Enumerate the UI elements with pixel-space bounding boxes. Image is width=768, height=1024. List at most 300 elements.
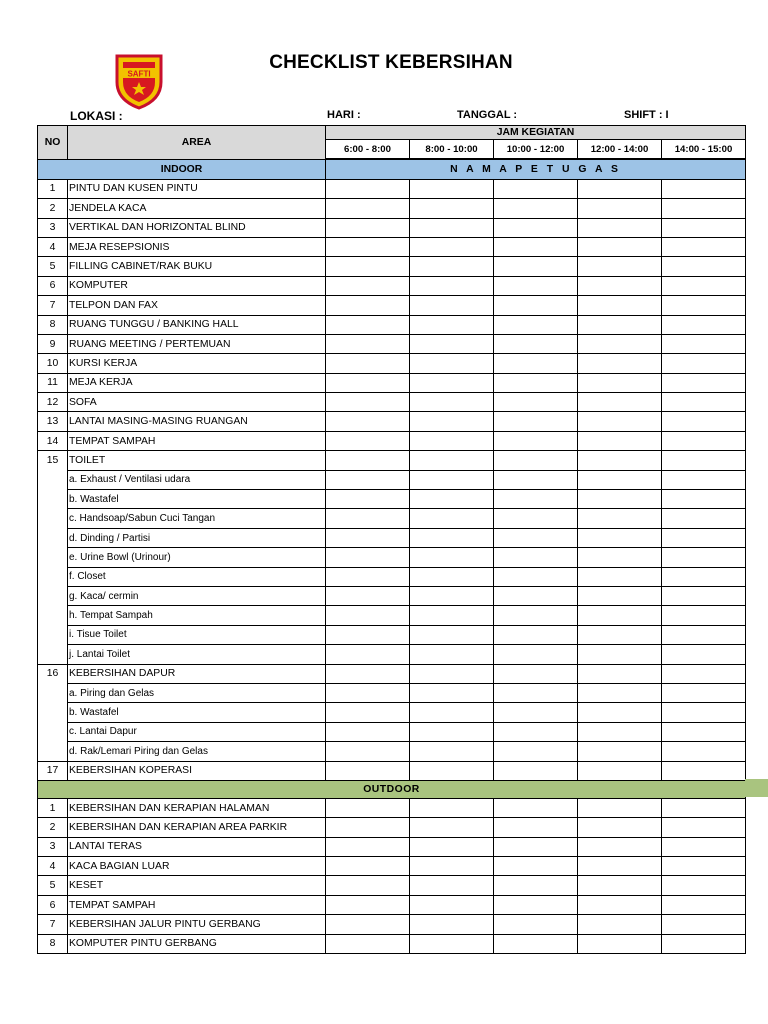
petugas-cell[interactable] bbox=[326, 857, 410, 876]
checklist-table bbox=[37, 125, 746, 954]
petugas-cell[interactable] bbox=[410, 567, 494, 586]
row-number bbox=[38, 567, 68, 586]
time-slot: 12:00 - 14:00 bbox=[578, 140, 662, 160]
row-number: 1 bbox=[38, 798, 68, 817]
sub-area-label: h. Tempat Sampah bbox=[68, 606, 326, 625]
petugas-cell[interactable] bbox=[578, 934, 662, 953]
petugas-cell[interactable] bbox=[326, 915, 410, 934]
petugas-cell[interactable] bbox=[578, 490, 662, 509]
area-label: MEJA KERJA bbox=[68, 373, 326, 392]
petugas-cell[interactable] bbox=[494, 218, 578, 237]
petugas-cell[interactable] bbox=[326, 199, 410, 218]
petugas-cell[interactable] bbox=[494, 683, 578, 702]
petugas-cell[interactable] bbox=[578, 528, 662, 547]
jam-kegiatan-header: JAM KEGIATAN bbox=[326, 126, 746, 140]
petugas-cell[interactable] bbox=[578, 586, 662, 605]
petugas-cell[interactable] bbox=[326, 567, 410, 586]
petugas-cell[interactable] bbox=[578, 179, 662, 198]
petugas-cell[interactable] bbox=[410, 895, 494, 914]
petugas-cell[interactable] bbox=[578, 857, 662, 876]
tanggal-label: TANGGAL : bbox=[457, 109, 518, 121]
petugas-cell[interactable] bbox=[494, 664, 578, 683]
petugas-cell[interactable] bbox=[410, 915, 494, 934]
area-label: TEMPAT SAMPAH bbox=[68, 431, 326, 450]
petugas-cell[interactable] bbox=[410, 179, 494, 198]
sub-area-label: a. Exhaust / Ventilasi udara bbox=[68, 470, 326, 489]
petugas-cell[interactable] bbox=[662, 179, 746, 198]
petugas-cell[interactable] bbox=[326, 334, 410, 353]
area-label: KACA BAGIAN LUAR bbox=[68, 857, 326, 876]
petugas-cell[interactable] bbox=[326, 586, 410, 605]
petugas-cell[interactable] bbox=[662, 934, 746, 953]
table-row bbox=[38, 818, 746, 837]
row-number bbox=[38, 470, 68, 489]
petugas-cell[interactable] bbox=[410, 354, 494, 373]
petugas-cell[interactable] bbox=[494, 915, 578, 934]
petugas-cell[interactable] bbox=[494, 373, 578, 392]
petugas-cell[interactable] bbox=[578, 876, 662, 895]
petugas-cell[interactable] bbox=[662, 528, 746, 547]
petugas-cell[interactable] bbox=[662, 895, 746, 914]
table-row bbox=[38, 373, 746, 392]
petugas-cell[interactable] bbox=[494, 470, 578, 489]
petugas-cell[interactable] bbox=[578, 645, 662, 664]
petugas-cell[interactable] bbox=[410, 664, 494, 683]
petugas-cell[interactable] bbox=[326, 703, 410, 722]
petugas-cell[interactable] bbox=[410, 876, 494, 895]
outdoor-band-extension bbox=[745, 779, 768, 797]
petugas-cell[interactable] bbox=[410, 490, 494, 509]
petugas-cell[interactable] bbox=[578, 412, 662, 431]
table-row bbox=[38, 606, 746, 625]
petugas-cell[interactable] bbox=[410, 296, 494, 315]
petugas-cell[interactable] bbox=[326, 179, 410, 198]
petugas-cell[interactable] bbox=[662, 509, 746, 528]
area-label: LANTAI TERAS bbox=[68, 837, 326, 856]
petugas-cell[interactable] bbox=[578, 625, 662, 644]
petugas-cell[interactable] bbox=[662, 451, 746, 470]
petugas-cell[interactable] bbox=[662, 276, 746, 295]
petugas-cell[interactable] bbox=[410, 798, 494, 817]
petugas-cell[interactable] bbox=[326, 509, 410, 528]
table-row bbox=[38, 837, 746, 856]
petugas-cell[interactable] bbox=[662, 683, 746, 702]
area-header: AREA bbox=[68, 126, 326, 160]
table-row bbox=[38, 393, 746, 412]
table-row bbox=[38, 876, 746, 895]
petugas-cell[interactable] bbox=[494, 257, 578, 276]
petugas-cell[interactable] bbox=[578, 218, 662, 237]
petugas-cell[interactable] bbox=[494, 722, 578, 741]
petugas-cell[interactable] bbox=[326, 276, 410, 295]
table-row bbox=[38, 412, 746, 431]
table-row bbox=[38, 761, 746, 780]
shift-label: SHIFT : I bbox=[624, 109, 669, 121]
hari-label: HARI : bbox=[327, 109, 361, 121]
petugas-cell[interactable] bbox=[662, 606, 746, 625]
petugas-cell[interactable] bbox=[410, 934, 494, 953]
petugas-cell[interactable] bbox=[662, 586, 746, 605]
petugas-cell[interactable] bbox=[494, 798, 578, 817]
row-number: 6 bbox=[38, 895, 68, 914]
petugas-cell[interactable] bbox=[494, 490, 578, 509]
petugas-cell[interactable] bbox=[578, 837, 662, 856]
table-row bbox=[38, 431, 746, 450]
area-label: KEBERSIHAN JALUR PINTU GERBANG bbox=[68, 915, 326, 934]
area-label: KESET bbox=[68, 876, 326, 895]
petugas-cell[interactable] bbox=[662, 664, 746, 683]
petugas-cell[interactable] bbox=[494, 606, 578, 625]
petugas-cell[interactable] bbox=[326, 934, 410, 953]
petugas-cell[interactable] bbox=[326, 683, 410, 702]
petugas-cell[interactable] bbox=[410, 606, 494, 625]
petugas-cell[interactable] bbox=[494, 276, 578, 295]
no-header: NO bbox=[38, 126, 68, 160]
petugas-cell[interactable] bbox=[578, 703, 662, 722]
petugas-cell[interactable] bbox=[410, 837, 494, 856]
row-number: 1 bbox=[38, 179, 68, 198]
table-row bbox=[38, 199, 746, 218]
petugas-cell[interactable] bbox=[494, 179, 578, 198]
petugas-cell[interactable] bbox=[410, 818, 494, 837]
petugas-cell[interactable] bbox=[326, 257, 410, 276]
row-number bbox=[38, 683, 68, 702]
petugas-cell[interactable] bbox=[410, 703, 494, 722]
petugas-cell[interactable] bbox=[410, 528, 494, 547]
area-label: MEJA RESEPSIONIS bbox=[68, 237, 326, 256]
logo-text: SAFTI bbox=[127, 69, 151, 79]
petugas-cell[interactable] bbox=[662, 431, 746, 450]
petugas-cell[interactable] bbox=[494, 354, 578, 373]
table-row bbox=[38, 625, 746, 644]
sub-area-label: e. Urine Bowl (Urinour) bbox=[68, 548, 326, 567]
petugas-cell[interactable] bbox=[578, 818, 662, 837]
outdoor-section-row bbox=[38, 780, 746, 798]
petugas-cell[interactable] bbox=[578, 567, 662, 586]
area-label: KOMPUTER bbox=[68, 276, 326, 295]
petugas-cell[interactable] bbox=[326, 645, 410, 664]
petugas-cell[interactable] bbox=[326, 606, 410, 625]
sub-area-label: d. Rak/Lemari Piring dan Gelas bbox=[68, 742, 326, 761]
petugas-cell[interactable] bbox=[578, 451, 662, 470]
row-number: 8 bbox=[38, 315, 68, 334]
petugas-cell[interactable] bbox=[326, 664, 410, 683]
petugas-cell[interactable] bbox=[494, 761, 578, 780]
petugas-cell[interactable] bbox=[410, 742, 494, 761]
petugas-cell[interactable] bbox=[410, 586, 494, 605]
petugas-cell[interactable] bbox=[494, 742, 578, 761]
petugas-cell[interactable] bbox=[662, 645, 746, 664]
petugas-cell[interactable] bbox=[410, 470, 494, 489]
petugas-cell[interactable] bbox=[326, 315, 410, 334]
petugas-cell[interactable] bbox=[662, 857, 746, 876]
petugas-cell[interactable] bbox=[578, 548, 662, 567]
table-row bbox=[38, 742, 746, 761]
table-row bbox=[38, 645, 746, 664]
petugas-cell[interactable] bbox=[326, 354, 410, 373]
time-slot: 14:00 - 15:00 bbox=[662, 140, 746, 160]
petugas-cell[interactable] bbox=[578, 199, 662, 218]
petugas-cell[interactable] bbox=[326, 876, 410, 895]
area-label: KEBERSIHAN DAN KERAPIAN AREA PARKIR bbox=[68, 818, 326, 837]
row-number bbox=[38, 528, 68, 547]
area-label: VERTIKAL DAN HORIZONTAL BLIND bbox=[68, 218, 326, 237]
petugas-cell[interactable] bbox=[494, 199, 578, 218]
petugas-cell[interactable] bbox=[662, 354, 746, 373]
petugas-cell[interactable] bbox=[494, 296, 578, 315]
row-number: 13 bbox=[38, 412, 68, 431]
petugas-cell[interactable] bbox=[662, 412, 746, 431]
petugas-cell[interactable] bbox=[578, 373, 662, 392]
nama-petugas-header: N A M A P E T U G A S bbox=[326, 159, 746, 179]
petugas-cell[interactable] bbox=[326, 218, 410, 237]
petugas-cell[interactable] bbox=[578, 257, 662, 276]
sub-area-label: f. Closet bbox=[68, 567, 326, 586]
petugas-cell[interactable] bbox=[494, 431, 578, 450]
petugas-cell[interactable] bbox=[410, 683, 494, 702]
petugas-cell[interactable] bbox=[494, 857, 578, 876]
table-row bbox=[38, 915, 746, 934]
area-label: LANTAI MASING-MASING RUANGAN bbox=[68, 412, 326, 431]
petugas-cell[interactable] bbox=[326, 818, 410, 837]
petugas-cell[interactable] bbox=[494, 315, 578, 334]
row-number: 5 bbox=[38, 876, 68, 895]
table-row bbox=[38, 703, 746, 722]
row-number: 3 bbox=[38, 837, 68, 856]
row-number bbox=[38, 606, 68, 625]
petugas-cell[interactable] bbox=[410, 334, 494, 353]
table-row bbox=[38, 490, 746, 509]
table-row bbox=[38, 470, 746, 489]
petugas-cell[interactable] bbox=[662, 625, 746, 644]
petugas-cell[interactable] bbox=[578, 664, 662, 683]
petugas-cell[interactable] bbox=[494, 567, 578, 586]
table-row bbox=[38, 354, 746, 373]
petugas-cell[interactable] bbox=[410, 761, 494, 780]
petugas-cell[interactable] bbox=[410, 412, 494, 431]
indoor-section-row bbox=[38, 159, 746, 179]
petugas-cell[interactable] bbox=[326, 837, 410, 856]
petugas-cell[interactable] bbox=[662, 218, 746, 237]
area-label: RUANG MEETING / PERTEMUAN bbox=[68, 334, 326, 353]
petugas-cell[interactable] bbox=[662, 334, 746, 353]
petugas-cell[interactable] bbox=[578, 354, 662, 373]
petugas-cell[interactable] bbox=[326, 895, 410, 914]
petugas-cell[interactable] bbox=[494, 334, 578, 353]
area-label: KEBERSIHAN DAPUR bbox=[68, 664, 326, 683]
petugas-cell[interactable] bbox=[326, 490, 410, 509]
petugas-cell[interactable] bbox=[578, 276, 662, 295]
sub-area-label: j. Lantai Toilet bbox=[68, 645, 326, 664]
petugas-cell[interactable] bbox=[326, 237, 410, 256]
petugas-cell[interactable] bbox=[410, 257, 494, 276]
header-row bbox=[38, 126, 746, 140]
petugas-cell[interactable] bbox=[662, 315, 746, 334]
petugas-cell[interactable] bbox=[326, 412, 410, 431]
petugas-cell[interactable] bbox=[494, 237, 578, 256]
petugas-cell[interactable] bbox=[578, 915, 662, 934]
table-row bbox=[38, 934, 746, 953]
area-label: JENDELA KACA bbox=[68, 199, 326, 218]
sub-area-label: b. Wastafel bbox=[68, 703, 326, 722]
area-label: KURSI KERJA bbox=[68, 354, 326, 373]
table-row bbox=[38, 334, 746, 353]
petugas-cell[interactable] bbox=[662, 470, 746, 489]
petugas-cell[interactable] bbox=[578, 722, 662, 741]
petugas-cell[interactable] bbox=[578, 606, 662, 625]
petugas-cell[interactable] bbox=[494, 645, 578, 664]
petugas-cell[interactable] bbox=[326, 625, 410, 644]
row-number: 6 bbox=[38, 276, 68, 295]
row-number: 9 bbox=[38, 334, 68, 353]
row-number: 3 bbox=[38, 218, 68, 237]
petugas-cell[interactable] bbox=[494, 586, 578, 605]
petugas-cell[interactable] bbox=[578, 742, 662, 761]
petugas-cell[interactable] bbox=[494, 528, 578, 547]
petugas-cell[interactable] bbox=[410, 199, 494, 218]
petugas-cell[interactable] bbox=[578, 798, 662, 817]
row-number: 5 bbox=[38, 257, 68, 276]
petugas-cell[interactable] bbox=[662, 703, 746, 722]
petugas-cell[interactable] bbox=[326, 742, 410, 761]
petugas-cell[interactable] bbox=[578, 296, 662, 315]
petugas-cell[interactable] bbox=[578, 683, 662, 702]
table-row bbox=[38, 276, 746, 295]
table-row bbox=[38, 218, 746, 237]
petugas-cell[interactable] bbox=[326, 798, 410, 817]
area-label: TOILET bbox=[68, 451, 326, 470]
petugas-cell[interactable] bbox=[410, 393, 494, 412]
sub-area-label: a. Piring dan Gelas bbox=[68, 683, 326, 702]
petugas-cell[interactable] bbox=[662, 876, 746, 895]
petugas-cell[interactable] bbox=[494, 412, 578, 431]
petugas-cell[interactable] bbox=[662, 837, 746, 856]
table-row bbox=[38, 895, 746, 914]
petugas-cell[interactable] bbox=[578, 895, 662, 914]
petugas-cell[interactable] bbox=[662, 548, 746, 567]
row-number: 11 bbox=[38, 373, 68, 392]
area-label: RUANG TUNGGU / BANKING HALL bbox=[68, 315, 326, 334]
petugas-cell[interactable] bbox=[662, 237, 746, 256]
row-number bbox=[38, 722, 68, 741]
area-label: FILLING CABINET/RAK BUKU bbox=[68, 257, 326, 276]
row-number: 7 bbox=[38, 296, 68, 315]
petugas-cell[interactable] bbox=[494, 837, 578, 856]
petugas-cell[interactable] bbox=[494, 451, 578, 470]
petugas-cell[interactable] bbox=[662, 373, 746, 392]
petugas-cell[interactable] bbox=[410, 451, 494, 470]
petugas-cell[interactable] bbox=[410, 548, 494, 567]
petugas-cell[interactable] bbox=[494, 703, 578, 722]
petugas-cell[interactable] bbox=[578, 761, 662, 780]
petugas-cell[interactable] bbox=[662, 798, 746, 817]
petugas-cell[interactable] bbox=[410, 373, 494, 392]
area-label: KOMPUTER PINTU GERBANG bbox=[68, 934, 326, 953]
petugas-cell[interactable] bbox=[662, 257, 746, 276]
petugas-cell[interactable] bbox=[326, 761, 410, 780]
row-number: 2 bbox=[38, 818, 68, 837]
petugas-cell[interactable] bbox=[662, 742, 746, 761]
petugas-cell[interactable] bbox=[410, 509, 494, 528]
petugas-cell[interactable] bbox=[578, 393, 662, 412]
row-number bbox=[38, 742, 68, 761]
row-number: 10 bbox=[38, 354, 68, 373]
row-number: 14 bbox=[38, 431, 68, 450]
petugas-cell[interactable] bbox=[662, 761, 746, 780]
table-row bbox=[38, 179, 746, 198]
petugas-cell[interactable] bbox=[494, 895, 578, 914]
row-number bbox=[38, 548, 68, 567]
petugas-cell[interactable] bbox=[326, 470, 410, 489]
row-number: 16 bbox=[38, 664, 68, 683]
area-label: KEBERSIHAN DAN KERAPIAN HALAMAN bbox=[68, 798, 326, 817]
petugas-cell[interactable] bbox=[578, 334, 662, 353]
petugas-cell[interactable] bbox=[662, 490, 746, 509]
petugas-cell[interactable] bbox=[494, 876, 578, 895]
petugas-cell[interactable] bbox=[662, 818, 746, 837]
row-number bbox=[38, 645, 68, 664]
petugas-cell[interactable] bbox=[410, 625, 494, 644]
petugas-cell[interactable] bbox=[662, 722, 746, 741]
table-row bbox=[38, 683, 746, 702]
petugas-cell[interactable] bbox=[578, 315, 662, 334]
petugas-cell[interactable] bbox=[326, 548, 410, 567]
petugas-cell[interactable] bbox=[578, 470, 662, 489]
petugas-cell[interactable] bbox=[662, 296, 746, 315]
petugas-cell[interactable] bbox=[494, 393, 578, 412]
petugas-cell[interactable] bbox=[662, 199, 746, 218]
petugas-cell[interactable] bbox=[410, 645, 494, 664]
petugas-cell[interactable] bbox=[410, 237, 494, 256]
petugas-cell[interactable] bbox=[494, 934, 578, 953]
time-slot: 8:00 - 10:00 bbox=[410, 140, 494, 160]
petugas-cell[interactable] bbox=[326, 722, 410, 741]
petugas-cell[interactable] bbox=[326, 528, 410, 547]
table-row bbox=[38, 528, 746, 547]
row-number: 17 bbox=[38, 761, 68, 780]
petugas-cell[interactable] bbox=[662, 915, 746, 934]
petugas-cell[interactable] bbox=[410, 315, 494, 334]
sub-area-label: g. Kaca/ cermin bbox=[68, 586, 326, 605]
petugas-cell[interactable] bbox=[326, 373, 410, 392]
petugas-cell[interactable] bbox=[578, 431, 662, 450]
petugas-cell[interactable] bbox=[326, 451, 410, 470]
petugas-cell[interactable] bbox=[494, 625, 578, 644]
petugas-cell[interactable] bbox=[410, 218, 494, 237]
petugas-cell[interactable] bbox=[326, 393, 410, 412]
petugas-cell[interactable] bbox=[494, 818, 578, 837]
petugas-cell[interactable] bbox=[410, 431, 494, 450]
row-number bbox=[38, 703, 68, 722]
table-row bbox=[38, 567, 746, 586]
area-label: TEMPAT SAMPAH bbox=[68, 895, 326, 914]
petugas-cell[interactable] bbox=[326, 296, 410, 315]
petugas-cell[interactable] bbox=[578, 509, 662, 528]
table-row bbox=[38, 857, 746, 876]
petugas-cell[interactable] bbox=[410, 276, 494, 295]
petugas-cell[interactable] bbox=[662, 567, 746, 586]
petugas-cell[interactable] bbox=[410, 857, 494, 876]
petugas-cell[interactable] bbox=[410, 722, 494, 741]
petugas-cell[interactable] bbox=[494, 509, 578, 528]
petugas-cell[interactable] bbox=[494, 548, 578, 567]
sub-area-label: c. Handsoap/Sabun Cuci Tangan bbox=[68, 509, 326, 528]
row-number bbox=[38, 586, 68, 605]
petugas-cell[interactable] bbox=[662, 393, 746, 412]
petugas-cell[interactable] bbox=[578, 237, 662, 256]
petugas-cell[interactable] bbox=[326, 431, 410, 450]
outdoor-section-label: OUTDOOR bbox=[38, 780, 746, 798]
